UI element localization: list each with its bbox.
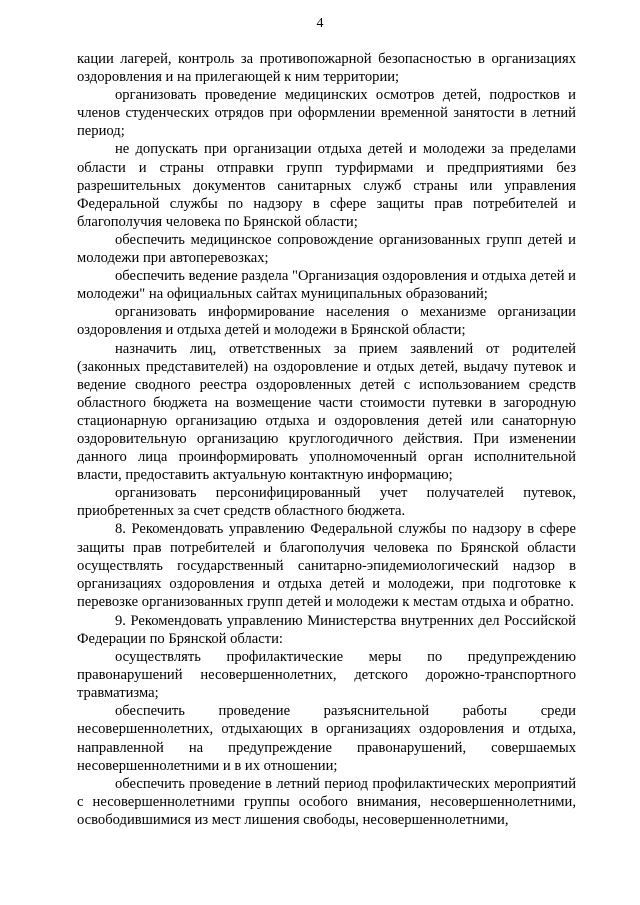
paragraph-11: осуществлять профилактические меры по предупреждению правонарушений несовершеннолетних, детского дорожно-транспортного травматизма; [77,649,576,702]
paragraph-2: организовать проведение медицинских осмотров детей, подростков и членов студенческих отрядов при оформлении временной занятости в летний период; [77,87,576,140]
paragraph-6: организовать информирование населения о механизме организации оздоровления и отдыха детей и молодежи в Брянской области; [77,304,576,339]
paragraph-3: не допускать при организации отдыха детей и молодежи за пределами области и страны отправки групп турфирмами и предприятиями без разрешительных документов санитарных служб страны или управления Федеральной службы по надзору в сфере защиты прав потребителей и благополучия человека по Брянской области; [77,141,576,230]
document-body [77,50,576,829]
page-number: 4 [316,16,324,31]
paragraph-8: организовать персонифицированный учет получателей путевок, приобретенных за счет средств областного бюджета. [77,485,576,520]
paragraph-7: назначить лиц, ответственных за прием заявлений от родителей (законных представителей) на оздоровление и отдых детей, выдачу путевок и ведение сводного реестра оздоровленных детей с использованием средств областного бюджета на возмещение части стоимости путевки в загородную стационарную организацию отдыха и оздоровления детей или санаторную оздоровительную организацию круглогодичного действия. При изменении данного лица проинформировать уполномоченный орган исполнительной власти, предоставить актуальную контактную информацию; [77,340,576,484]
paragraph-5: обеспечить ведение раздела "Организация оздоровления и отдыха детей и молодежи" на официальных сайтах муниципальных образований; [77,268,576,303]
paragraph-1: кации лагерей, контроль за противопожарной безопасностью в организациях оздоровления и на прилегающей к ним территории; [77,51,576,86]
paragraph-4: обеспечить медицинское сопровождение организованных групп детей и молодежи при автоперевозках; [77,231,576,267]
paragraph-12: обеспечить проведение разъяснительной работы среди несовершеннолетних, отдыхающих в организациях оздоровления и отдыха, направленной на предупреждение правонарушений, совершаемых несовершеннолетними и в их отношении; [77,703,576,774]
paragraph-9: 8. Рекомендовать управлению Федеральной службы по надзору в сфере защиты прав потребителей и благополучия человека по Брянской области осуществлять государственный санитарно-эпидемиологический надзор в организациях оздоровления и отдыха детей и молодежи, при подготовке к перевозке организованных групп детей и молодежи к местам отдыха и обратно. [77,521,576,610]
paragraph-10: 9. Рекомендовать управлению Министерства внутренних дел Российской Федерации по Брянской области: [77,612,576,647]
paragraph-13: обеспечить проведение в летний период профилактических мероприятий с несовершеннолетними группы особого внимания, несовершеннолетними, освободившимися из мест лишения свободы, несовершеннолетними, [77,775,576,828]
